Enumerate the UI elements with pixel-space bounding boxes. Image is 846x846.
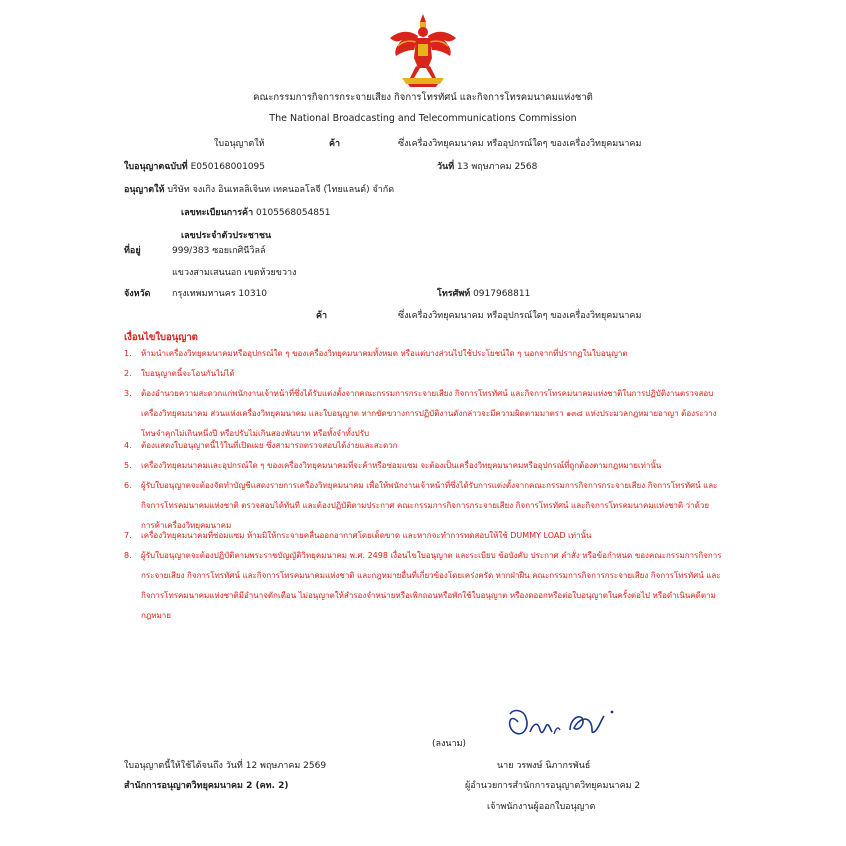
org-name-english: The National Broadcasting and Telecommunications Commission	[269, 113, 577, 124]
condition-text: เครื่องวิทยุคมนาคมและอุปกรณ์ใด ๆ ของเครื่องวิทยุคมนาคมที่จะค้าหรือซ่อมแซม จะต้องเป็นเครื่องวิทยุคมนาคมหรืออุปกรณ์ที่ถูกต้องตามกฎหมายเท่านั้น	[141, 461, 662, 470]
license-date: 13 พฤษภาคม 2568	[457, 162, 538, 172]
registration-row	[181, 205, 330, 219]
permit-label: ใบอนุญาตให้	[214, 139, 265, 149]
permit-scope: ซึ่งเครื่องวิทยุคมนาคม หรืออุปกรณ์ใดๆ ของเครื่องวิทยุคมนาคม	[398, 139, 642, 149]
condition-text: ผู้รับใบอนุญาตจะต้องจัดทำบัญชีแสดงรายการเครื่องวิทยุคมนาคม เพื่อให้พนักงานเจ้าหน้าที่ซึ่งได้รับการแต่งตั้งจากคณะกรรมการกิจการกระจายเสียง กิจการโทรทัศน์ และกิจการโทรคมนาคมแห่งชาติ ตรวจสอบได้ทันที และต้องปฏิบัติตามประกาศ คณะกรรมการกิจการกระจายเสียง กิจการโทรทัศน์ และกิจการโทรคมนาคมแห่งชาติ ว่าด้วย การค้าเครื่องวิทยุคมนาคม	[141, 481, 718, 530]
garuda-emblem	[382, 12, 464, 88]
address-line-2: แขวงสามเสนนอก เขตห้วยขวาง	[172, 268, 297, 278]
id-row	[181, 228, 271, 242]
registration-number: 0105568054851	[256, 208, 331, 218]
license-date-label: วันที่	[437, 162, 455, 172]
licensee-row	[124, 182, 394, 196]
validity-date: ใบอนุญาตนี้ให้ใช้ได้จนถึง วันที่ 12 พฤษภาคม 2569	[124, 761, 327, 771]
condition-text: ห้ามนำเครื่องวิทยุคมนาคมหรืออุปกรณ์ใด ๆ ของเครื่องวิทยุคมนาคมทั้งหมด หรือแต่บางส่วนไปใช้ประโยชน์ใด ๆ นอกจากที่ปรากฏในใบอนุญาต	[141, 349, 628, 358]
signer-name: นาย วรพงษ์ นิภากรพันธ์	[497, 761, 591, 771]
condition-item-5: 5. เครื่องวิทยุคมนาคมและอุปกรณ์ใด ๆ ของเครื่องวิทยุคมนาคมที่จะค้าหรือซ่อมแซม จะต้องเป็นเครื่องวิทยุคมนาคมหรืออุปกรณ์ที่ถูกต้องตามกฎหมายเท่านั้น	[124, 456, 724, 476]
permit-scope-2: ซึ่งเครื่องวิทยุคมนาคม หรืออุปกรณ์ใดๆ ของเครื่องวิทยุคมนาคม	[398, 311, 642, 321]
sign-label: (ลงนาม)	[432, 739, 467, 749]
license-number-row	[124, 159, 265, 173]
license-number: E050168001095	[190, 162, 266, 172]
condition-text: ใบอนุญาตนี้จะโอนกันไม่ได้	[141, 369, 235, 378]
condition-text: เครื่องวิทยุคมนาคมที่ซ่อมแซม ห้ามมิให้กระจายคลื่นออกอากาศโดยเด็ดขาด และหากจะทำการทดสอบให้ใช้ DUMMY LOAD เท่านั้น	[141, 531, 592, 540]
issuing-office: สำนักการอนุญาตวิทยุคมนาคม 2 (คท. 2)	[124, 781, 289, 791]
signature	[500, 700, 620, 746]
condition-text: ต้องอำนวยความสะดวกแก่พนักงานเจ้าหน้าที่ซึ่งได้รับแต่งตั้งจากคณะกรรมการกระจายเสียง กิจการโทรทัศน์ และกิจการโทรคมนาคมแห่งชาติในการปฏิบัติงานตรวจสอบเครื่องวิทยุคมนาคม ส่วนแห่งเครื่องวิทยุคมนาคม และใบอนุญาต หากขัดขวางการปฏิบัติงานดังกล่าวจะมีความผิดตามมาตรา ๑๓๘ แห่งประมวลกฎหมายอาญา ต้องระวางโทษจำคุกไม่เกินหนึ่งปี หรือปรับไม่เกินสองพันบาท หรือทั้งจำทั้งปรับ	[141, 389, 717, 438]
signer-position: ผู้อำนวยการสำนักการอนุญาตวิทยุคมนาคม 2	[465, 781, 641, 791]
phone-label: โทรศัพท์	[437, 289, 471, 299]
permit-type-2: ค้า	[316, 311, 328, 321]
conditions-title: เงื่อนไขใบอนุญาต	[124, 332, 198, 343]
condition-text: ต้องแสดงใบอนุญาตนี้ไว้ในที่เปิดเผย ซึ่งสามารถตรวจสอบได้ง่ายและสะดวก	[141, 441, 398, 450]
province-label: จังหวัด	[124, 289, 151, 299]
signer-role: เจ้าพนักงานผู้ออกใบอนุญาต	[487, 802, 596, 812]
license-date-row	[437, 159, 537, 173]
address-line-1: 999/383 ซอยเกศินีวิลล์	[172, 246, 266, 256]
permit-type: ค้า	[329, 139, 341, 149]
condition-item-1: 1. ห้ามนำเครื่องวิทยุคมนาคมหรืออุปกรณ์ใด ๆ ของเครื่องวิทยุคมนาคมทั้งหมด หรือแต่บางส่วนไปใช้ประโยชน์ใด ๆ นอกจากที่ปรากฏในใบอนุญาต	[124, 344, 724, 364]
address-label: ที่อยู่	[124, 246, 141, 256]
province: กรุงเทพมหานคร 10310	[172, 289, 268, 299]
org-name-thai: คณะกรรมการกิจการกระจายเสียง กิจการโทรทัศน์ และกิจการโทรคมนาคมแห่งชาติ	[253, 92, 593, 103]
condition-item-6: 6. ผู้รับใบอนุญาตจะต้องจัดทำบัญชีแสดงรายการเครื่องวิทยุคมนาคม เพื่อให้พนักงานเจ้าหน้าที่ซึ่งได้รับการแต่งตั้งจากคณะกรรมการกิจการกระจายเสียง กิจการโทรทัศน์ และกิจการโทรคมนาคมแห่งชาติ ตรวจสอบได้ทันที และต้องปฏิบัติตามประกาศ คณะกรรมการกิจการกระจายเสียง กิจการโทรทัศน์ และกิจการโทรคมนาคมแห่งชาติ ว่าด้วย การค้าเครื่องวิทยุคมนาคม	[124, 476, 724, 536]
condition-item-3: 3. ต้องอำนวยความสะดวกแก่พนักงานเจ้าหน้าที่ซึ่งได้รับแต่งตั้งจากคณะกรรมการกระจายเสียง กิจการโทรทัศน์ และกิจการโทรคมนาคมแห่งชาติในการปฏิบัติงานตรวจสอบเครื่องวิทยุคมนาคม ส่วนแห่งเครื่องวิทยุคมนาคม และใบอนุญาต หากขัดขวางการปฏิบัติงานดังกล่าวจะมีความผิดตามมาตรา ๑๓๘ แห่งประมวลกฎหมายอาญา ต้องระวางโทษจำคุกไม่เกินหนึ่งปี หรือปรับไม่เกินสองพันบาท หรือทั้งจำทั้งปรับ	[124, 384, 724, 444]
condition-item-4: 4. ต้องแสดงใบอนุญาตนี้ไว้ในที่เปิดเผย ซึ่งสามารถตรวจสอบได้ง่ายและสะดวก	[124, 436, 724, 456]
id-label: เลขประจำตัวประชาชน	[181, 231, 272, 241]
registration-label: เลขทะเบียนการค้า	[181, 208, 254, 218]
condition-item-7: 7. เครื่องวิทยุคมนาคมที่ซ่อมแซม ห้ามมิให้กระจายคลื่นออกอากาศโดยเด็ดขาด และหากจะทำการทดสอบให้ใช้ DUMMY LOAD เท่านั้น	[124, 526, 724, 546]
condition-text: ผู้รับใบอนุญาตจะต้องปฏิบัติตามพระราชบัญญัติวิทยุคมนาคม พ.ศ. 2498 เงื่อนไขใบอนุญาต และระเบียบ ข้อบังคับ ประกาศ คำสั่ง หรือข้อกำหนด ของคณะกรรมการกิจการกระจายเสียง กิจการโทรทัศน์ และกิจการโทรคมนาคมแห่งชาติ และกฎหมายอื่นที่เกี่ยวข้องโดยเคร่งครัด หากฝ่าฝืน คณะกรรมการกิจการกระจายเสียง กิจการโทรทัศน์ และกิจการโทรคมนาคมแห่งชาติมีอำนาจตักเตือน ไม่อนุญาตให้สำรองจำหน่ายหรือเพิกถอนหรือพักใช้ใบอนุญาต หรืองดออกหรือต่อใบอนุญาตในครั้งต่อไป หรือดำเนินคดีตามกฎหมาย	[141, 551, 722, 620]
condition-item-2: 2. ใบอนุญาตนี้จะโอนกันไม่ได้	[124, 364, 724, 384]
phone-number: 0917968811	[473, 289, 531, 299]
licensee-label: อนุญาตให้	[124, 185, 165, 195]
phone-row	[437, 286, 530, 300]
license-number-label: ใบอนุญาตฉบับที่	[124, 162, 188, 172]
condition-item-8: 8. ผู้รับใบอนุญาตจะต้องปฏิบัติตามพระราชบัญญัติวิทยุคมนาคม พ.ศ. 2498 เงื่อนไขใบอนุญาต และระเบียบ ข้อบังคับ ประกาศ คำสั่ง หรือข้อกำหนด ของคณะกรรมการกิจการกระจายเสียง กิจการโทรทัศน์ และกิจการโทรคมนาคมแห่งชาติ และกฎหมายอื่นที่เกี่ยวข้องโดยเคร่งครัด หากฝ่าฝืน คณะกรรมการกิจการกระจายเสียง กิจการโทรทัศน์ และกิจการโทรคมนาคมแห่งชาติมีอำนาจตักเตือน ไม่อนุญาตให้สำรองจำหน่ายหรือเพิกถอนหรือพักใช้ใบอนุญาต หรืองดออกหรือต่อใบอนุญาตในครั้งต่อไป หรือดำเนินคดีตามกฎหมาย	[124, 546, 724, 626]
licensee-name: บริษัท จงเกิง อินเทลลิเจินท เทคนอลโลจี (ไทยแลนด์) จำกัด	[167, 185, 395, 195]
